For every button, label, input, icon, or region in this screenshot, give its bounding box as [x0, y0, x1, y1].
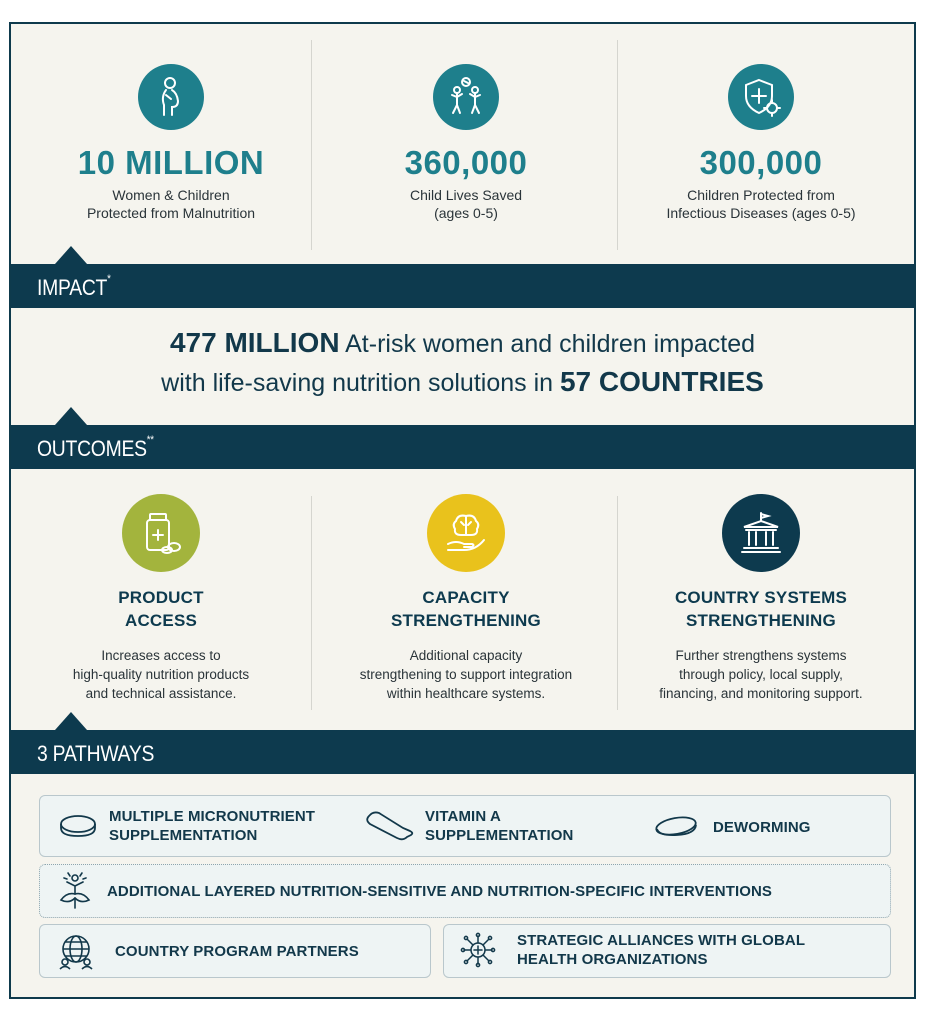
stat-divider: [311, 40, 312, 250]
impact-band: [11, 264, 914, 308]
impact-band-tab: [55, 246, 87, 264]
outcomes-band: [11, 425, 914, 469]
brain-hand-icon: [427, 494, 505, 572]
outcome-description: Additional capacity strengthening to support integration within healthcare systems.: [359, 648, 573, 701]
pathway-label: VITAMIN A SUPPLEMENTATION: [425, 808, 574, 844]
pathway-label: MULTIPLE MICRONUTRIENT SUPPLEMENTATION: [109, 808, 316, 844]
pathway-deworming: [653, 812, 811, 842]
medical-shield-icon: [728, 64, 794, 130]
stat-description: Children Protected from Infectious Diseases (ages 0-5): [666, 187, 856, 221]
outcome-title: PRODUCT ACCESS: [118, 588, 204, 630]
pathway-partners: [57, 932, 359, 970]
outcome-product-access: [11, 494, 311, 703]
pathway-vitamin-a: [363, 807, 573, 845]
tablet-icon: [57, 811, 99, 841]
stat-number: 10 MILLION: [77, 144, 265, 181]
stat-description: Women & Children Protected from Malnutrition: [86, 187, 256, 221]
pregnant-woman-icon: [138, 64, 204, 130]
pathway-label: STRATEGIC ALLIANCES WITH GLOBAL HEALTH ORGANIZATIONS: [517, 932, 806, 968]
impact-statement: 477 MILLION At-risk women and children impacted with life-saving nutrition solutions in 57 COUNTRIES: [161, 327, 764, 397]
outcome-description: Further strengthens systems through policy, local supply, financing, and monitoring support.: [659, 648, 863, 701]
pathways-band: [11, 730, 914, 774]
pathway-label: COUNTRY PROGRAM PARTNERS: [115, 942, 359, 960]
outcomes-band-label: OUTCOMES**: [37, 434, 154, 461]
stat-number: 300,000: [699, 144, 823, 181]
stat-infectious-diseases: [611, 64, 911, 222]
outcome-description: Increases access to high-quality nutrition products and technical assistance.: [72, 648, 250, 701]
outcome-title: COUNTRY SYSTEMS STRENGTHENING: [674, 588, 848, 630]
stat-number: 360,000: [404, 144, 528, 181]
outcome-capacity-strengthening: [316, 494, 616, 703]
government-building-icon: [722, 494, 800, 572]
outcome-title: CAPACITY STRENGTHENING: [391, 588, 541, 630]
globe-people-icon: [57, 932, 95, 970]
pathway-label: ADDITIONAL LAYERED NUTRITION-SENSITIVE AND NUTRITION-SPECIFIC INTERVENTIONS: [107, 882, 773, 900]
pathways-band-tab: [55, 712, 87, 730]
stat-description: Child Lives Saved (ages 0-5): [409, 187, 523, 221]
pathway-additional: [55, 870, 772, 912]
outcomes-band-tab: [55, 407, 87, 425]
pathways-band-label: 3 PATHWAYS: [37, 741, 155, 766]
supplement-bottle-icon: [122, 494, 200, 572]
capsule-icon: [363, 808, 417, 844]
network-medical-icon: [459, 931, 497, 969]
stat-child-lives: [316, 64, 616, 222]
growth-person-icon: [55, 870, 95, 912]
outcome-divider: [311, 496, 312, 710]
pathway-alliances: [459, 931, 805, 969]
pill-icon: [653, 812, 699, 842]
stat-women-children: [21, 64, 321, 222]
outcome-country-systems: [611, 494, 911, 703]
pathway-label: DEWORMING: [713, 818, 811, 836]
playing-children-icon: [433, 64, 499, 130]
infographic-frame: [9, 22, 916, 999]
impact-band-label: IMPACT*: [37, 273, 111, 300]
pathway-mms: [57, 807, 315, 845]
